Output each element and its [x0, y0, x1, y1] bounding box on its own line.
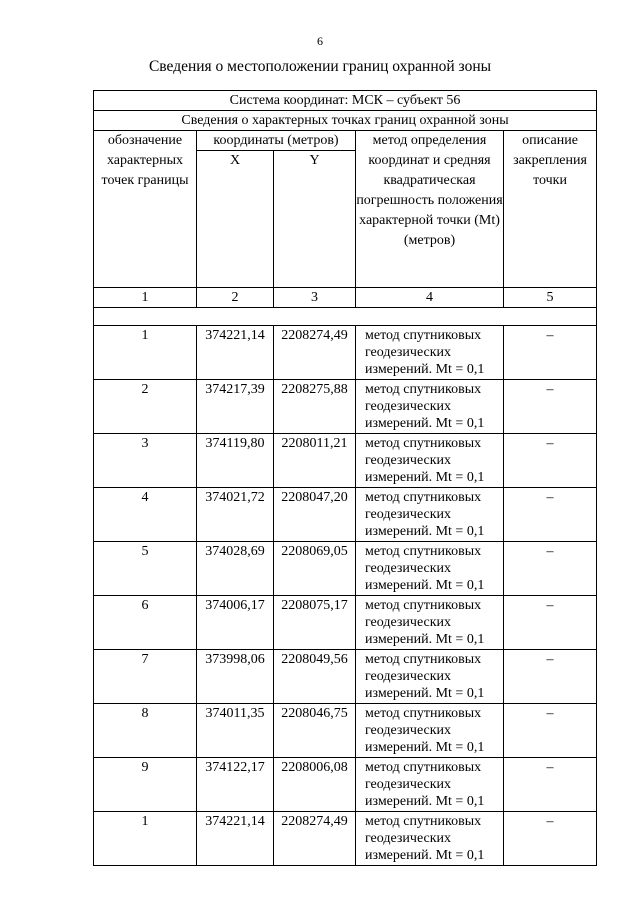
- method-cell: метод спутниковых геодезических измерений. Mt = 0,1: [356, 704, 504, 758]
- column-number: 5: [504, 288, 597, 308]
- y-coordinate-cell: 2208011,21: [274, 434, 356, 488]
- method-column-header: метод определения координат и средняя квадратическая погрешность положения характерной точки (Mt) (метров): [356, 131, 504, 288]
- method-cell: метод спутниковых геодезических измерений. Mt = 0,1: [356, 488, 504, 542]
- table-row: [94, 380, 597, 434]
- column-number: 1: [94, 288, 197, 308]
- column-number: 2: [197, 288, 274, 308]
- column-number: 4: [356, 288, 504, 308]
- page-number: 6: [317, 34, 323, 48]
- method-cell: метод спутниковых геодезических измерений. Mt = 0,1: [356, 596, 504, 650]
- method-cell: метод спутниковых геодезических измерений. Mt = 0,1: [356, 542, 504, 596]
- points-body: [94, 326, 597, 866]
- table-row: [94, 812, 597, 866]
- table-row: [94, 596, 597, 650]
- point-cell: 7: [94, 650, 197, 704]
- table-row: [94, 758, 597, 812]
- x-column-header: X: [197, 151, 274, 288]
- point-cell: 5: [94, 542, 197, 596]
- fixing-description-cell: –: [504, 704, 597, 758]
- point-cell: 6: [94, 596, 197, 650]
- point-cell: 2: [94, 380, 197, 434]
- point-cell: 1: [94, 812, 197, 866]
- method-cell: метод спутниковых геодезических измерений. Mt = 0,1: [356, 434, 504, 488]
- method-cell: метод спутниковых геодезических измерений. Mt = 0,1: [356, 380, 504, 434]
- method-cell: метод спутниковых геодезических измерений. Mt = 0,1: [356, 650, 504, 704]
- table-row: [94, 542, 597, 596]
- fixing-description-cell: –: [504, 812, 597, 866]
- description-column-header: описание закрепления точки: [504, 131, 597, 288]
- table-row: [94, 488, 597, 542]
- section-row: [94, 308, 597, 326]
- point-cell: 4: [94, 488, 197, 542]
- method-cell: метод спутниковых геодезических измерений. Mt = 0,1: [356, 326, 504, 380]
- page-title: Сведения о местоположении границ охранной зоны: [148, 58, 492, 75]
- y-coordinate-cell: 2208046,75: [274, 704, 356, 758]
- fixing-description-cell: –: [504, 380, 597, 434]
- y-coordinate-cell: 2208274,49: [274, 326, 356, 380]
- fixing-description-cell: –: [504, 434, 597, 488]
- fixing-description-cell: –: [504, 326, 597, 380]
- x-coordinate-cell: 374217,39: [197, 380, 274, 434]
- y-coordinate-cell: 2208275,88: [274, 380, 356, 434]
- y-column-header: Y: [274, 151, 356, 288]
- x-coordinate-cell: 374011,35: [197, 704, 274, 758]
- x-coordinate-cell: 374221,14: [197, 812, 274, 866]
- x-coordinate-cell: 374021,72: [197, 488, 274, 542]
- boundary-points-table: [93, 90, 597, 866]
- y-coordinate-cell: 2208006,08: [274, 758, 356, 812]
- x-coordinate-cell: 374122,17: [197, 758, 274, 812]
- coordinate-system-header: Система координат: МСК – субъект 56: [94, 91, 597, 111]
- fixing-description-cell: –: [504, 596, 597, 650]
- fixing-description-cell: –: [504, 542, 597, 596]
- x-coordinate-cell: 374006,17: [197, 596, 274, 650]
- x-coordinate-cell: 374221,14: [197, 326, 274, 380]
- y-coordinate-cell: 2208075,17: [274, 596, 356, 650]
- table-row: [94, 650, 597, 704]
- method-cell: метод спутниковых геодезических измерений. Mt = 0,1: [356, 758, 504, 812]
- y-coordinate-cell: 2208274,49: [274, 812, 356, 866]
- table-row: [94, 326, 597, 380]
- fixing-description-cell: –: [504, 650, 597, 704]
- point-cell: 8: [94, 704, 197, 758]
- y-coordinate-cell: 2208069,05: [274, 542, 356, 596]
- table-row: [94, 704, 597, 758]
- x-coordinate-cell: 374028,69: [197, 542, 274, 596]
- x-coordinate-cell: 374119,80: [197, 434, 274, 488]
- designation-column-header: обозначение характерных точек границы: [94, 131, 197, 288]
- coordinates-column-header: координаты (метров): [197, 131, 356, 151]
- point-cell: 9: [94, 758, 197, 812]
- y-coordinate-cell: 2208047,20: [274, 488, 356, 542]
- point-cell: 1: [94, 326, 197, 380]
- column-number: 3: [274, 288, 356, 308]
- x-coordinate-cell: 373998,06: [197, 650, 274, 704]
- table-row: [94, 434, 597, 488]
- point-cell: 3: [94, 434, 197, 488]
- fixing-description-cell: –: [504, 488, 597, 542]
- method-cell: метод спутниковых геодезических измерений. Mt = 0,1: [356, 812, 504, 866]
- fixing-description-cell: –: [504, 758, 597, 812]
- table-subtitle: Сведения о характерных точках границ охранной зоны: [94, 111, 597, 131]
- y-coordinate-cell: 2208049,56: [274, 650, 356, 704]
